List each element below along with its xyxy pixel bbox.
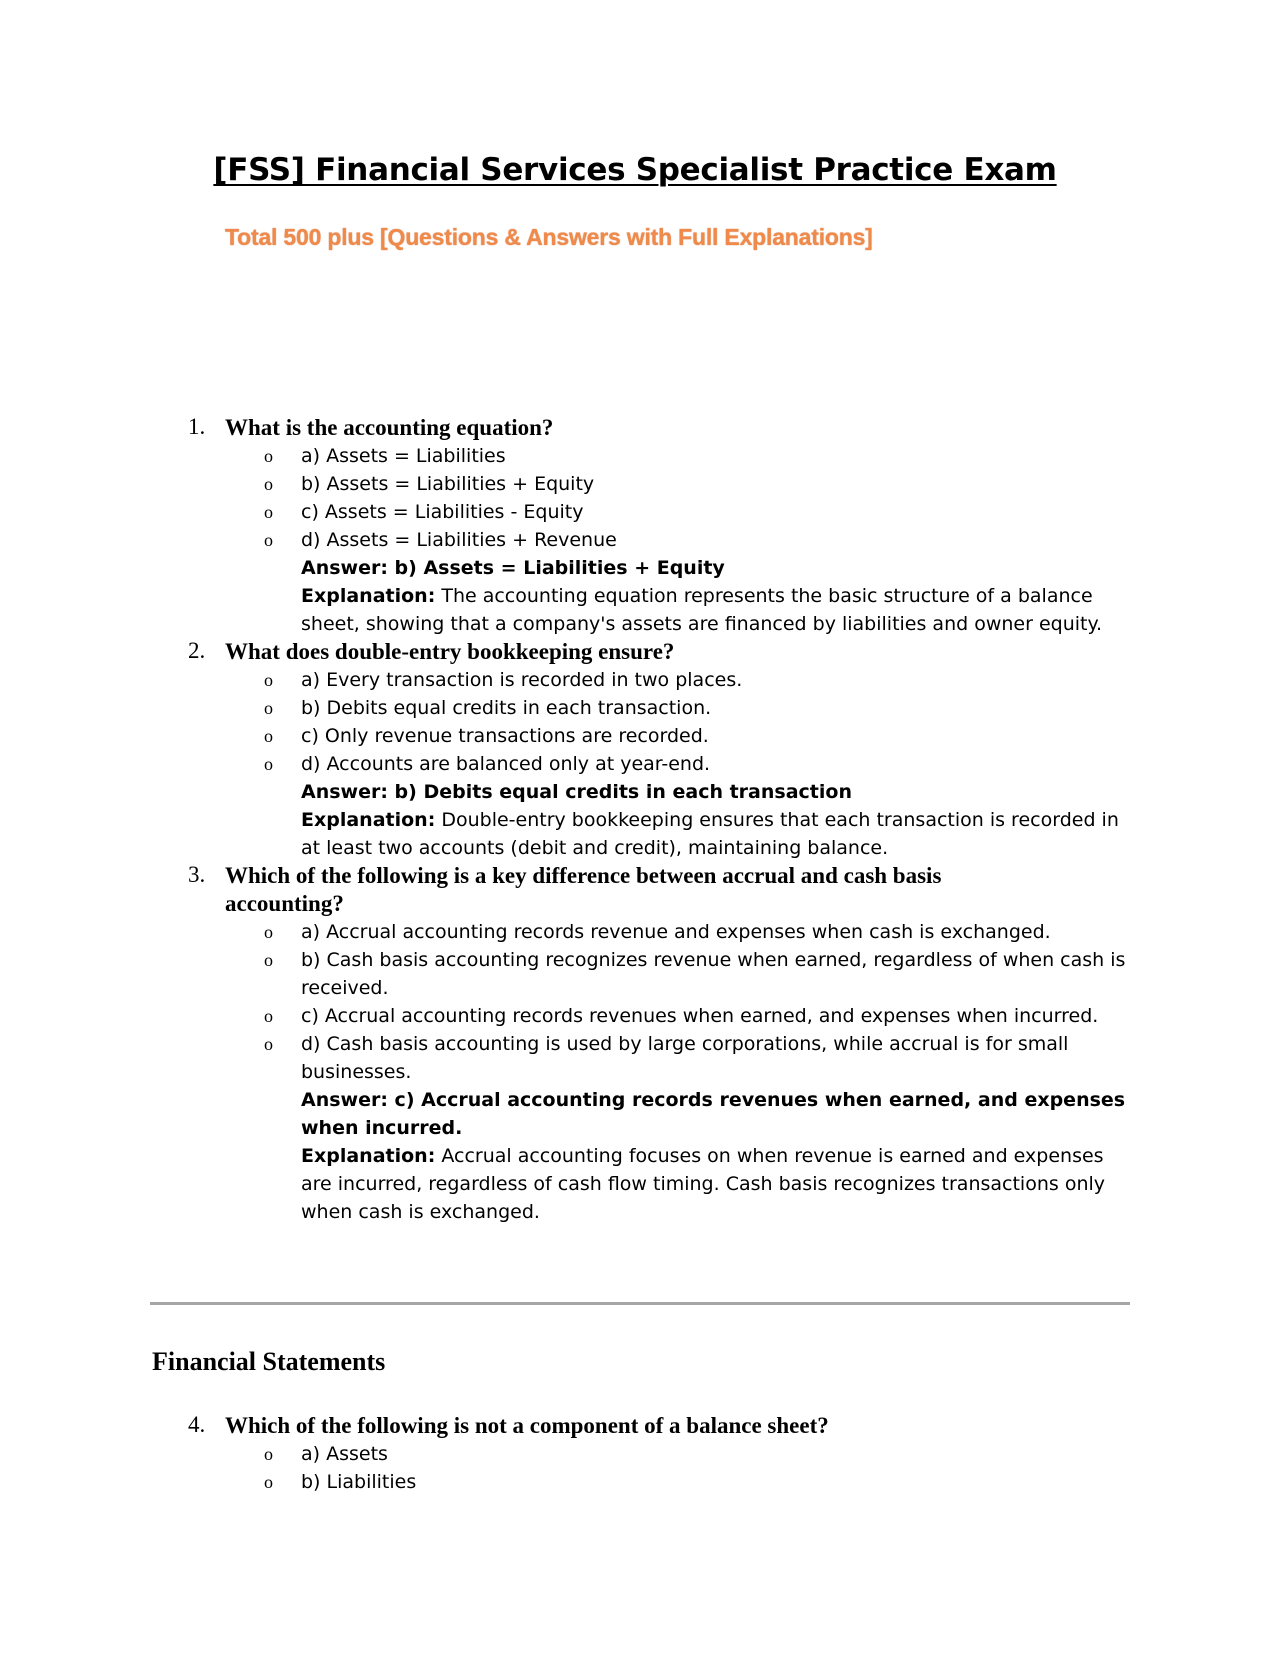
explanation	[301, 1142, 1131, 1226]
correct-answer: Answer: b) Debits equal credits in each transaction	[301, 781, 852, 803]
explanation-label: Explanation:	[301, 585, 436, 607]
bullet-icon: o	[264, 1006, 273, 1026]
answer-option: o b) Liabilities	[301, 1468, 1131, 1496]
question-text: Which of the following is a key difference between accrual and cash basis accounting?	[225, 863, 942, 916]
bullet-icon: o	[264, 1444, 273, 1464]
bullet-icon: o	[264, 474, 273, 494]
question-text: Which of the following is not a component of a balance sheet?	[225, 1413, 829, 1438]
answer-option: o c) Assets = Liabilities - Equity	[301, 498, 1131, 526]
question-number: 1.	[188, 414, 206, 439]
correct-answer: Answer: c) Accrual accounting records revenues when earned, and expenses when incurred.	[301, 1089, 1126, 1139]
question-text: What does double-entry bookkeeping ensure?	[225, 639, 675, 664]
section-heading: Financial Statements	[152, 1347, 386, 1376]
question-number: 3.	[188, 862, 206, 887]
bullet-icon: o	[264, 922, 273, 942]
question-3	[0, 862, 1280, 1226]
bullet-icon: o	[264, 446, 273, 466]
question-number: 4.	[188, 1412, 206, 1437]
explanation	[301, 806, 1131, 862]
question-number: 2.	[188, 638, 206, 663]
correct-answer: Answer: b) Assets = Liabilities + Equity	[301, 557, 725, 579]
explanation-label: Explanation:	[301, 809, 436, 831]
answer-option: o b) Cash basis accounting recognizes revenue when earned, regardless of when cash is received.	[301, 946, 1131, 1002]
bullet-icon: o	[264, 754, 273, 774]
bullet-icon: o	[264, 698, 273, 718]
explanation-text: The accounting equation represents the basic structure of a balance sheet, showing that a company's assets are financed by liabilities and owner equity.	[301, 585, 1103, 635]
answer-option: o c) Accrual accounting records revenues when earned, and expenses when incurred.	[301, 1002, 1131, 1030]
question-2	[0, 638, 1280, 862]
question-list	[0, 414, 1280, 1226]
question-4	[0, 1412, 1280, 1496]
answer-option: o a) Assets = Liabilities	[301, 442, 1131, 470]
answer-option: o d) Accounts are balanced only at year-end.	[301, 750, 1131, 778]
bullet-icon: o	[264, 1034, 273, 1054]
question-text: What is the accounting equation?	[225, 415, 554, 440]
document-subtitle: Total 500 plus [Questions & Answers with Full Explanations]	[225, 224, 873, 250]
question-list	[0, 1412, 1280, 1496]
answer-option: o a) Every transaction is recorded in two places.	[301, 666, 1131, 694]
answer-option: o a) Accrual accounting records revenue and expenses when cash is exchanged.	[301, 918, 1131, 946]
explanation-label: Explanation:	[301, 1145, 436, 1167]
explanation	[301, 582, 1131, 638]
answer-option: o c) Only revenue transactions are recorded.	[301, 722, 1131, 750]
answer-option: o b) Debits equal credits in each transaction.	[301, 694, 1131, 722]
question-1	[0, 414, 1280, 638]
answer-option: o b) Assets = Liabilities + Equity	[301, 470, 1131, 498]
answer-option: o d) Assets = Liabilities + Revenue	[301, 526, 1131, 554]
explanation-text: Double-entry bookkeeping ensures that each transaction is recorded in at least two accounts (debit and credit), maintaining balance.	[301, 809, 1119, 859]
explanation-text: Accrual accounting focuses on when revenue is earned and expenses are incurred, regardless of cash flow timing. Cash basis recognizes transactions only when cash is exchanged.	[301, 1145, 1106, 1223]
bullet-icon: o	[264, 726, 273, 746]
bullet-icon: o	[264, 1472, 273, 1492]
section-divider	[150, 1302, 1130, 1305]
bullet-icon: o	[264, 530, 273, 550]
bullet-icon: o	[264, 502, 273, 522]
answer-option: o a) Assets	[301, 1440, 1131, 1468]
bullet-icon: o	[264, 950, 273, 970]
document-title: [FSS] Financial Services Specialist Practice Exam	[213, 152, 1057, 188]
answer-option: o d) Cash basis accounting is used by large corporations, while accrual is for small businesses.	[301, 1030, 1131, 1086]
bullet-icon: o	[264, 670, 273, 690]
